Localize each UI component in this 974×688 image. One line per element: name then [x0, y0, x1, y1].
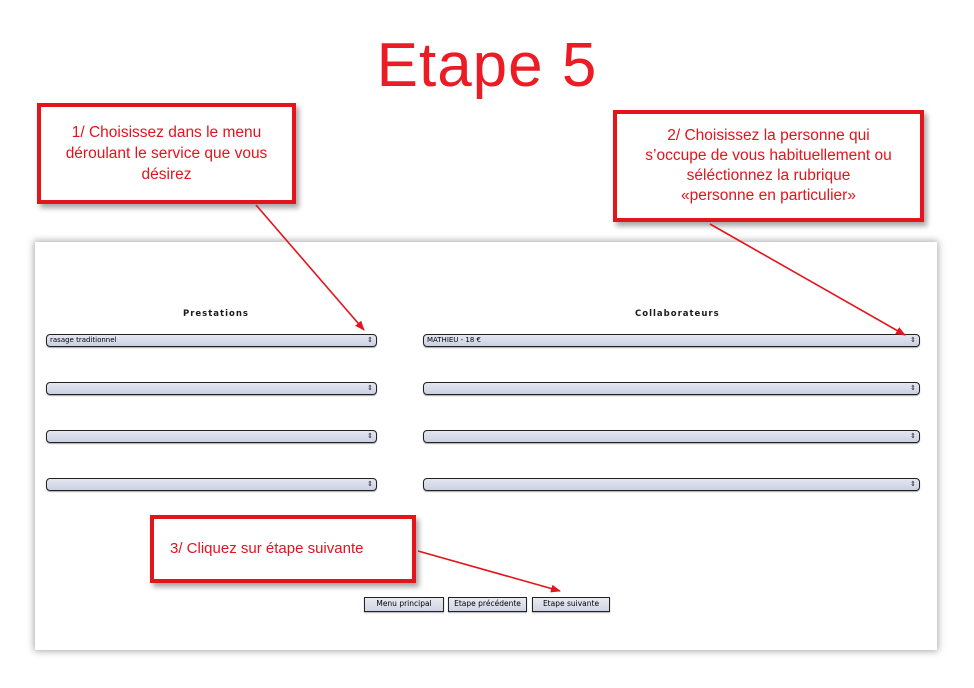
etape-suivante-button[interactable]: Etape suivante: [532, 597, 610, 612]
updown-arrows-icon: ⇕: [910, 384, 916, 392]
callout-step-2-line: séléctionnez la rubrique: [686, 167, 851, 184]
page-title: Etape 5: [376, 31, 598, 100]
etape-precedente-button[interactable]: Etape précédente: [448, 597, 527, 612]
updown-arrows-icon: ⇕: [367, 432, 373, 440]
updown-arrows-icon: ⇕: [910, 336, 916, 344]
updown-arrows-icon: ⇕: [367, 384, 373, 392]
callout-step-2-line: s’occupe de vous habituellement ou: [645, 147, 892, 164]
callout-step-1-line: déroulant le service que vous: [65, 145, 268, 162]
arrow-to-prestation-select: [256, 205, 364, 330]
updown-arrows-icon: ⇕: [367, 480, 373, 488]
collaborateurs-heading: Collaborateurs: [635, 309, 720, 319]
arrow-to-etape-suivante-button: [418, 551, 560, 591]
menu-principal-button[interactable]: Menu principal: [364, 597, 444, 612]
callout-step-1-line: 1/ Choisissez dans le menu: [71, 124, 262, 141]
updown-arrows-icon: ⇕: [910, 432, 916, 440]
updown-arrows-icon: ⇕: [910, 480, 916, 488]
callout-step-2-line: «personne en particulier»: [681, 187, 856, 204]
prestation-select-value: rasage traditionnel: [50, 336, 117, 344]
updown-arrows-icon: ⇕: [367, 336, 373, 344]
arrow-to-collaborateur-select: [710, 224, 905, 335]
callout-step-1-line: désirez: [141, 166, 192, 183]
callout-step-2-line: 2/ Choisissez la personne qui: [667, 127, 870, 144]
prestations-heading: Prestations: [183, 309, 249, 319]
collaborateur-select-value: MATHIEU - 18 €: [427, 336, 481, 344]
callout-step-3-line: 3/ Cliquez sur étape suivante: [170, 540, 364, 557]
